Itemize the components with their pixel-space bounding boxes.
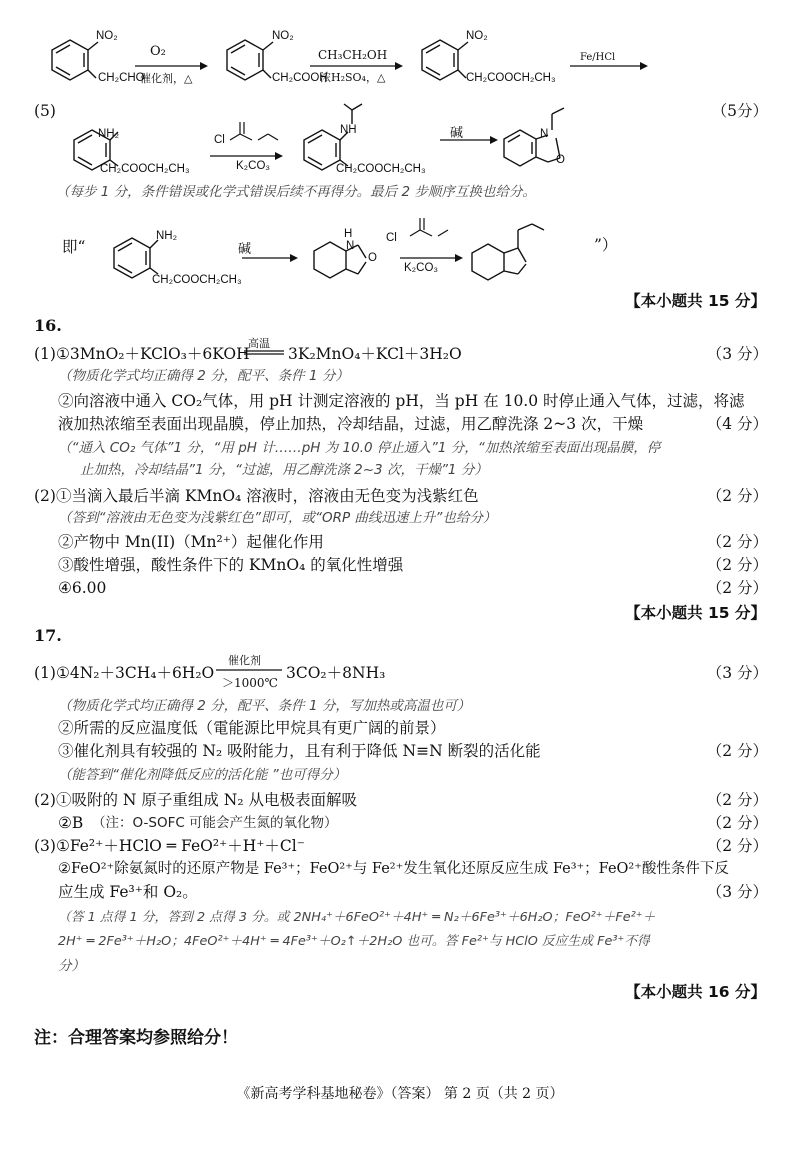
q17-l5b: （注：O-SOFC 可能会产生氮的氧化物） — [92, 815, 338, 831]
q16-l6: ③酸性增强，酸性条件下的 KMnO₄ 的氧化性增强 — [58, 556, 404, 574]
alt-prefix: 即“ — [62, 238, 86, 256]
benzene-ring-3 — [422, 40, 468, 80]
q17-number: 17. — [34, 626, 62, 645]
ester-label-top: CH₂COOCH₂CH₃ — [466, 72, 556, 84]
q16-l5: ②产物中 Mn(II)（Mn²⁺）起催化作用 — [58, 533, 324, 551]
ester-label-2: CH₂COOCH₂CH₃ — [336, 163, 426, 175]
q17-l7: ②FeO²⁺除氨氮时的还原产物是 Fe³⁺；FeO²⁺与 Fe²⁺发生氧化还原反应生成 Fe³⁺；FeO²⁺酸性条件下反 — [58, 861, 729, 877]
q17-l2: ②所需的反应温度低（電能源比甲烷具有更广阔的前景） — [58, 719, 446, 737]
cl-label: Cl — [214, 134, 225, 146]
q16-n2: （“通入 CO₂ 气体”1 分，“用 pH 计……pH 为 10.0 停止通入”1 分，“加热浓缩至表面出现晶膜，停 — [58, 440, 661, 456]
q16-l1-cond: 高温 — [248, 337, 270, 350]
q17-l1a: (1)①4N₂＋3CH₄＋6H₂O — [34, 664, 215, 682]
no2-label-1: NO₂ — [96, 30, 118, 42]
alt-nh2-label: NH₂ — [156, 230, 178, 242]
q17-n5: 分） — [58, 958, 85, 974]
q15-note1: （每步 1 分，条件错误或化学式错误后续不再得分。最后 2 步顺序互换也给分。 — [56, 184, 536, 200]
top-reaction-scheme — [40, 28, 660, 100]
q15-5-score: （5分） — [711, 102, 768, 120]
q17-l4-score: （2 分） — [706, 791, 768, 809]
q16-l7-score: （2 分） — [706, 579, 768, 597]
q17-l8-score: （3 分） — [706, 883, 768, 901]
q15-total: 【本小题共 15 分】 — [625, 292, 766, 310]
q17-l5a: ②B — [58, 814, 84, 832]
n-label: N — [540, 128, 549, 140]
q17-l6: (3)①Fe²⁺＋HClO ═ FeO²⁺＋H⁺＋Cl⁻ — [34, 837, 305, 855]
benzene-ring-6 — [114, 238, 158, 278]
q16-l5-score: （2 分） — [706, 533, 768, 551]
q16-n4: （答到“溶液由无色变为浅紫红色”即可，或“ORP 曲线迅速上升”也给分） — [58, 510, 497, 526]
alt-h-label: H — [344, 228, 353, 240]
q16-l3-score: （4 分） — [706, 415, 768, 433]
q17-l3: ③催化剂具有较强的 N₂ 吸附能力，且有利于降低 N≡N 断裂的活化能 — [58, 742, 541, 760]
cond2-label: 浓H₂SO₄，△ — [320, 71, 386, 84]
q16-number: 16. — [34, 316, 62, 335]
q17-total: 【本小题共 16 分】 — [625, 983, 766, 1001]
q16-total: 【本小题共 15 分】 — [625, 604, 766, 622]
no2-label-2: NO₂ — [272, 30, 294, 42]
q16-l1-equals — [244, 350, 286, 356]
alt-k2co3-label: K₂CO₃ — [404, 262, 439, 274]
q17-l1-cond-bot: ＞1000℃ — [222, 676, 278, 690]
q17-l6-score: （2 分） — [706, 837, 768, 855]
q16-l3: 液加热浓缩至表面出现晶膜，停止加热，冷却结晶，过滤，用乙醇洗涤 2~3 次，干燥 — [58, 415, 644, 433]
q16-n1: （物质化学式均正确得 2 分，配平、条件 1 分） — [58, 368, 349, 384]
reagent3-label: Fe/HCl — [580, 52, 616, 63]
reagent2-label: CH₃CH₂OH — [318, 48, 388, 62]
q17-n1: （物质化学式均正确得 2 分，配平、条件 1 分，写加热或高温也可） — [58, 698, 471, 714]
chloroformate-struct — [230, 122, 278, 140]
q17-l1-score: （3 分） — [706, 664, 768, 682]
ch2cho-label: CH₂CHO — [98, 72, 145, 84]
q16-l1-score: （3 分） — [706, 345, 768, 363]
q16-l7: ④6.00 — [58, 579, 107, 597]
alt-chloroformate — [410, 218, 448, 236]
q16-l6-score: （2 分） — [706, 556, 768, 574]
q15-5-label: (5) — [34, 102, 56, 120]
q17-n2: （能答到“催化剂降低反应的活化能 ”也可得分） — [58, 767, 347, 783]
q17-l4: (2)①吸附的 N 原子重组成 N₂ 从电极表面解吸 — [34, 791, 358, 809]
reagent1-label: O₂ — [150, 44, 166, 59]
no2-label-3: NO₂ — [466, 30, 488, 42]
indolinone-ester-struct — [504, 108, 564, 166]
q16-l1b: 3K₂MnO₄＋KCl＋3H₂O — [288, 345, 462, 363]
benzene-ring-1 — [52, 40, 98, 80]
q17-n4: 2H⁺ ═ 2Fe³⁺＋H₂O；4FeO²⁺＋4H⁺ ═ 4Fe³⁺＋O₂↑＋2H₂O 也可。答 Fe²⁺与 HClO 反应生成 Fe³⁺不得 — [58, 934, 650, 949]
benzene-ring-5 — [304, 104, 362, 170]
o-label: O — [556, 154, 565, 166]
ch2cooh-label: CH₂COOH — [272, 72, 328, 84]
alt-cl-label: Cl — [386, 232, 397, 244]
q16-l4-score: （2 分） — [706, 487, 768, 505]
nh2-label: NH₂ — [98, 128, 120, 140]
q16-l2: ②向溶液中通入 CO₂气体，用 pH 计测定溶液的 pH，当 pH 在 10.0 时停止通入气体，过滤，将滤 — [58, 392, 745, 410]
cond1-label: 催化剂，△ — [140, 72, 193, 85]
k2co3-label: K₂CO₃ — [236, 160, 271, 172]
alt-ester-label: CH₂COOCH₂CH₃ — [152, 274, 242, 286]
closing-remark: 注：合理答案均参照给分！ — [34, 1028, 238, 1048]
q17-n3: （答 1 点得 1 分，答到 2 点得 3 分。或 2NH₄⁺＋6FeO²⁺＋4H⁺ ═ N₂＋6Fe³⁺＋6H₂O；FeO²⁺＋Fe²⁺＋ — [58, 910, 656, 925]
indolinone-struct — [314, 242, 366, 278]
q16-l4: (2)①当滴入最后半滴 KMnO₄ 溶液时，溶液由无色变为浅紫红色 — [34, 487, 479, 505]
benzene-ring-2 — [227, 40, 273, 80]
q17-l1b: 3CO₂＋8NH₃ — [286, 664, 386, 682]
q16-l1a: (1)①3MnO₂＋KClO₃＋6KOH — [34, 345, 250, 363]
q17-l1-arrow — [216, 668, 282, 672]
q16-n3: 止加热，冷却结晶”1 分，“过滤，用乙醇洗涤 2~3 次，干燥”1 分） — [80, 462, 488, 478]
alt-suffix: ”） — [594, 236, 618, 254]
q17-l1-cond-top: 催化剂 — [228, 654, 261, 667]
page-footer: 《新高考学科基地秘卷》（答案） 第 2 页（共 2 页） — [236, 1086, 564, 1102]
indanone-ester-struct — [472, 224, 544, 280]
alt-base-label: 碱 — [238, 242, 252, 257]
ester-label-1: CH₂COOCH₂CH₃ — [100, 163, 190, 175]
alt-n-label: N — [346, 240, 355, 252]
nh-label: NH — [340, 124, 357, 136]
q17-l8: 应生成 Fe³⁺和 O₂。 — [58, 883, 198, 901]
base-label: 碱 — [450, 126, 464, 141]
q17-l5-score: （2 分） — [706, 814, 768, 832]
q17-l3-score: （2 分） — [706, 742, 768, 760]
alt-o-label: O — [368, 252, 377, 264]
